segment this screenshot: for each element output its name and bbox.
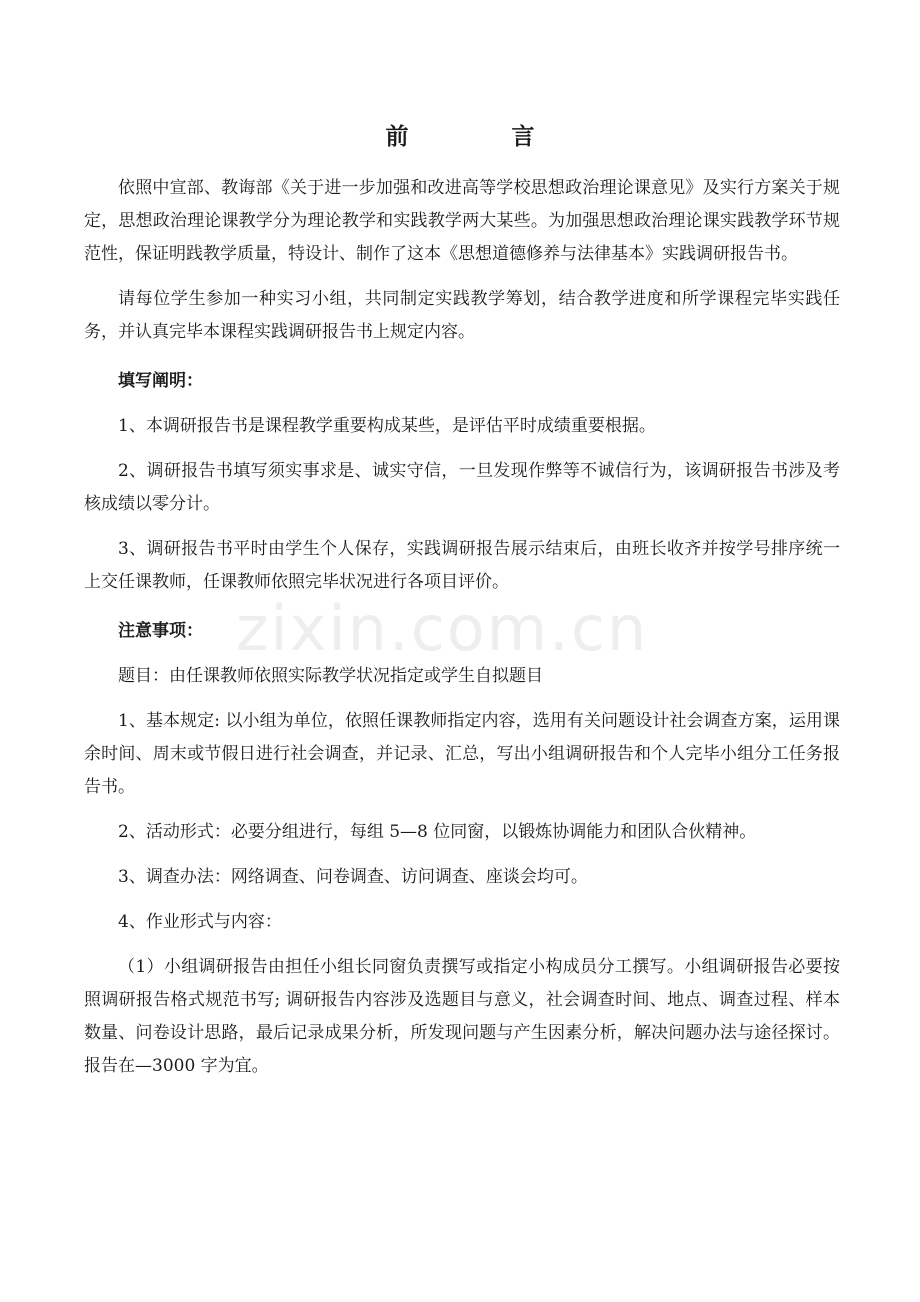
notes-item-3: 3、调查办法：网络调查、问卷调查、访问调查、座谈会均可。 (118, 867, 588, 887)
intro-paragraph-1: 依照中宣部、教诲部《关于进一步加强和改进高等学校思想政治理论课意见》及实行方案关于规定，思想政治理论课教学分为理论教学和实践教学两大某些。为加强思想政治理论课实践教学环节规范性，保证明践教学质量，特设计、制作了这本《思想道德修养与法律基本》实践调研报告书。 (84, 178, 840, 264)
page-title: 前 言 (385, 123, 575, 150)
notes-item-2: 2、活动形式：必要分组进行，每组 5—8 位同窗，以锻炼协调能力和团队合伙精神。 (118, 822, 757, 842)
document-body (84, 172, 840, 1083)
notes-item-4-1: （1）小组调研报告由担任小组长同窗负责撰写或指定小构成员分工撰写。小组调研报告必要按照调研报告格式规范书写; 调研报告内容涉及选题目与意义，社会调查时间、地点、调查过程、样本数量、问卷设计思路，最后记录成果分析，所发现问题与产生因素分析，解决问题办法与途径探讨。报告在—3000 字为宜。 (84, 957, 840, 1076)
instruction-item-1: 1、本调研报告书是课程教学重要构成某些，是评估平时成绩重要根据。 (118, 416, 656, 436)
watermark-text: zixin.com.cn (236, 592, 649, 665)
instruction-item-3: 3、调研报告书平时由学生个人保存，实践调研报告展示结束后，由班长收齐并按学号排序统一上交任课教师，任课教师依照完毕状况进行各项目评价。 (84, 539, 840, 592)
instruction-item-2: 2、调研报告书填写须实事求是、诚实守信，一旦发现作弊等不诚信行为，该调研报告书涉及考核成绩以零分计。 (84, 461, 840, 514)
notes-topic: 题目：由任课教师依照实际教学状况指定或学生自拟题目 (118, 666, 543, 686)
notes-item-4: 4、作业形式与内容： (118, 912, 282, 932)
notes-heading: 注意事项： (118, 621, 203, 641)
intro-paragraph-2: 请每位学生参加一种实习小组，共同制定实践教学筹划，结合教学进度和所学课程完毕实践任务，并认真完毕本课程实践调研报告书上规定内容。 (84, 289, 840, 342)
notes-item-1: 1、基本规定: 以小组为单位，依照任课教师指定内容，选用有关问题设计社会调查方案，运用课余时间、周末或节假日进行社会调查，并记录、汇总，写出小组调研报告和个人完毕小组分工任务报告书。 (84, 711, 840, 797)
instructions-heading: 填写阐明： (118, 371, 203, 391)
